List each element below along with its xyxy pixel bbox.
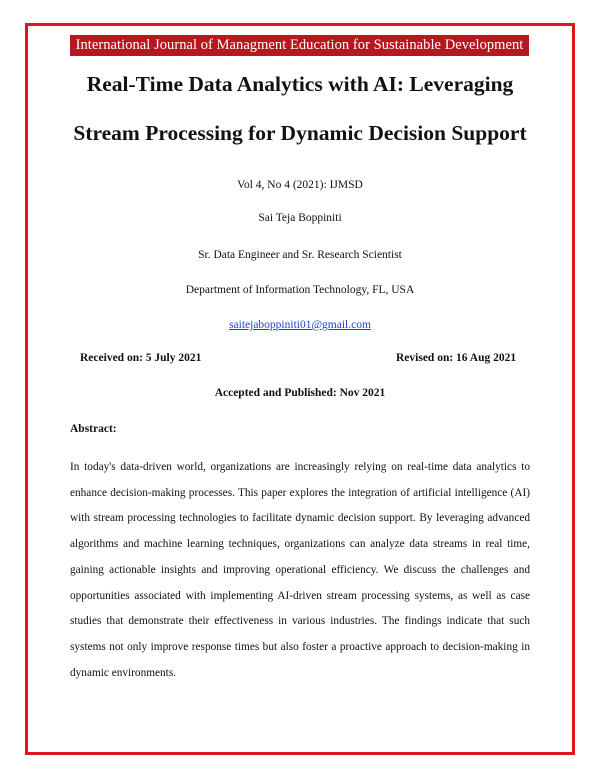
author-email-row (40, 319, 560, 331)
received-date: Received on: 5 July 2021 (80, 352, 202, 364)
abstract-text: In today's data-driven world, organizations are increasingly relying on real-time data analytics to enhance decision-making processes. This paper explores the integration of artificial intelligence (AI) with stream processing technologies to facilitate dynamic decision support. By leveraging advanced algorithms and machine learning techniques, organizations can analyze data streams in real time, gaining actionable insights and improving operational efficiency. We discuss the challenges and opportunities associated with implementing AI-driven stream processing systems, as well as case studies that demonstrate their effectiveness in various industries. The findings indicate that such systems not only improve response times but also foster a proactive approach to decision-making in dynamic environments. (70, 461, 530, 679)
abstract-heading: Abstract: (70, 423, 117, 435)
author-position: Sr. Data Engineer and Sr. Research Scientist (198, 249, 402, 261)
author-name: Sai Teja Boppiniti (258, 212, 342, 224)
paper-title-line-1: Real-Time Data Analytics with AI: Leveraging (86, 72, 514, 96)
journal-banner: International Journal of Managment Education for Sustainable Development (70, 35, 529, 56)
accepted-date: Accepted and Published: Nov 2021 (214, 387, 386, 399)
author-email-link[interactable]: saitejaboppiniti01@gmail.com (229, 319, 371, 331)
paper-title-line-2: Stream Processing for Dynamic Decision Support (73, 121, 527, 145)
author-department: Department of Information Technology, FL, USA (185, 284, 415, 296)
revised-date: Revised on: 16 Aug 2021 (396, 352, 517, 364)
volume-info: Vol 4, No 4 (2021): IJMSD (237, 179, 363, 191)
